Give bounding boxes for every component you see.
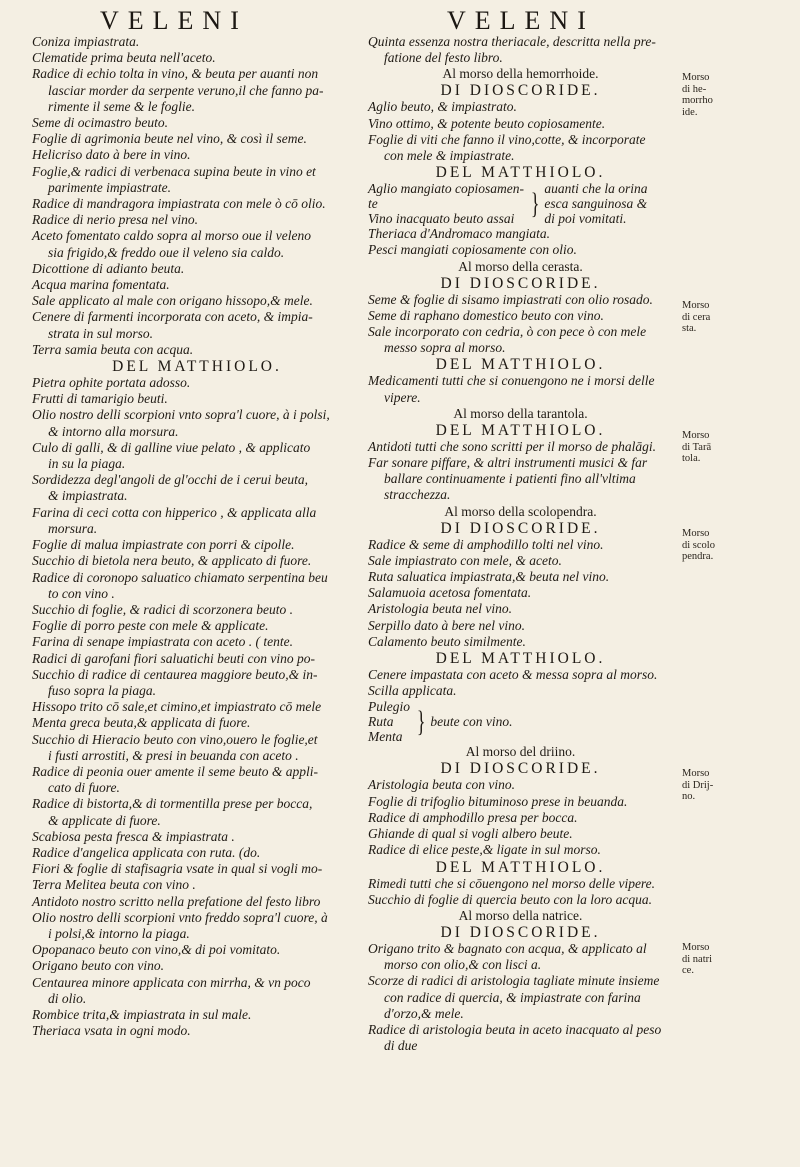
section-heading: DEL MATTHIOLO. — [435, 650, 606, 668]
margin-note-line: pendra. — [682, 551, 714, 562]
margin-note-line: di scolo — [682, 539, 715, 551]
margin-note-line: sta. — [682, 323, 697, 334]
text-line: & impiastrata. — [48, 488, 128, 504]
text-line: to con vino . — [48, 585, 115, 601]
margin-note-line: tola. — [682, 453, 701, 464]
text-line: rimente il seme & le foglie. — [48, 98, 195, 114]
section-heading: DEL MATTHIOLO. — [435, 421, 606, 439]
text-line: Salamuoia acetosa fomentata. — [368, 585, 532, 601]
text-line: Farina di ceci cotta con hipperico , & applicata alla — [32, 504, 317, 520]
text-line: i fusti arrostiti, & presi in beuanda con aceto . — [48, 747, 299, 763]
margin-note — [682, 430, 752, 465]
text-line: Theriaca d'Andromaco mangiata. — [368, 226, 550, 242]
margin-note-line: ide. — [682, 106, 698, 118]
text-line: Aglio beuto, & impiastrato. — [368, 99, 517, 115]
text-line: Olio nostro delli scorpioni vnto sopra'l cuore, à i polsi, — [32, 407, 330, 423]
text-line: Centaurea minore applicata con mirrha, & vn poco — [32, 974, 311, 990]
text-line: Radice di mandragora impiastrata con mele ò cō olio. — [32, 196, 326, 212]
text-line: Cenere di farmenti incorporata con aceto, & impia- — [32, 309, 313, 325]
text-line: Succhio di bietola nera beuto, & applicato di fuore. — [32, 553, 312, 569]
text-line: Foglie di trifoglio bituminoso prese in beuanda. — [368, 793, 628, 809]
margin-note — [682, 768, 752, 803]
text-line: Rombice trita,& impiastrata in sul male. — [32, 1006, 252, 1022]
text-line: Radice & seme di amphodillo tolti nel vino. — [368, 536, 604, 552]
brace-line: di poi vomitati. — [544, 211, 627, 227]
text-line: Antidoto nostro scritto nella prefatione del festo libro — [32, 893, 321, 909]
text-line: Acqua marina fomentata. — [32, 277, 170, 293]
text-line: Origano beuto con vino. — [32, 958, 164, 974]
text-line: Seme & foglie di sisamo impiastrati con olio rosado. — [368, 291, 653, 307]
brace-icon: { — [530, 186, 540, 220]
text-line: i polsi,& intorno la piaga. — [48, 925, 190, 941]
text-line: fatione del festo libro. — [384, 50, 503, 66]
text-line: Terra samia beuta con acqua. — [32, 341, 194, 357]
text-line: Pesci mangiati copiosamente con olio. — [368, 242, 577, 258]
text-line: Radice di aristologia beuta in aceto inacquato al peso — [368, 1021, 662, 1037]
text-line: Radice di nerio presa nel vino. — [32, 212, 198, 228]
text-line: Scilla applicata. — [368, 683, 457, 699]
subsection-title: Al morso della cerasta. — [458, 258, 583, 274]
margin-note-line: di natri — [682, 953, 713, 965]
text-line: Radice di elice peste,& ligate in sul morso. — [368, 842, 601, 858]
text-line: ballare continuamente i patienti fino all'vltima — [384, 471, 636, 487]
text-line: Menta greca beuta,& applicata di fuore. — [32, 715, 251, 731]
text-line: Origano trito & bagnato con acqua, & applicato al — [368, 940, 647, 956]
margin-note-line: Morso — [682, 768, 710, 779]
margin-note-line: di Tarā — [682, 441, 712, 453]
left-column — [32, 34, 362, 1039]
text-line: Farina di senape impiastrata con aceto . ( tente. — [32, 634, 293, 650]
margin-note-line: di Drij- — [682, 779, 714, 791]
text-line: Olio nostro delli scorpioni vnto freddo sopra'l cuore, à — [32, 909, 328, 925]
subsection-title: Al morso della natrice. — [458, 907, 583, 923]
text-line: Radice di echio tolta in vino, & beuta per auanti non — [32, 66, 319, 82]
section-heading: DI DIOSCORIDE. — [440, 274, 601, 292]
section-heading: DEL MATTHIOLO. — [112, 358, 282, 376]
text-line: Quinta essenza nostra theriacale, descritta nella pre- — [368, 34, 656, 49]
text-line: Ruta saluatica impiastrata,& beuta nel vino. — [368, 569, 610, 585]
text-line: vipere. — [384, 389, 421, 405]
text-line: sia frigido,& freddo oue il veleno sia caldo. — [48, 244, 285, 260]
brace-tail-text: beute con vino. — [430, 713, 513, 729]
text-line: Calamento beuto similmente. — [368, 633, 526, 649]
running-head-right: VELENI — [447, 6, 595, 35]
section-heading: DEL MATTHIOLO. — [435, 858, 606, 876]
brace-icon: { — [416, 704, 426, 738]
margin-note — [682, 528, 752, 563]
brace-line: te — [368, 196, 378, 212]
text-line: Serpillo dato à bere nel vino. — [368, 617, 525, 633]
text-line: morso con olio,& con lisci a. — [384, 957, 542, 973]
margin-note — [682, 300, 752, 335]
text-line: Radice di peonia ouer amente il seme beuto & appli- — [32, 763, 319, 779]
text-line: Cenere impastata con aceto & messa sopra al morso. — [368, 667, 658, 683]
text-line: Foglie di agrimonia beute nel vino, & così il seme. — [32, 131, 307, 147]
subsection-title: Al morso della scolopendra. — [444, 503, 597, 519]
text-line: Vino ottimo, & potente beuto copiosamente. — [368, 115, 606, 131]
subsection-title: Al morso della hemorrhoide. — [442, 66, 599, 82]
text-line: cato di fuore. — [48, 780, 120, 796]
text-line: morsura. — [48, 520, 98, 536]
text-line: Succhio di foglie di quercia beuto con la loro acqua. — [368, 891, 652, 907]
text-line: Theriaca vsata in ogni modo. — [32, 1023, 191, 1039]
margin-note — [682, 72, 752, 118]
margin-note-line: Morso — [682, 528, 710, 539]
text-line: d'orzo,& mele. — [384, 1005, 464, 1021]
text-line: Ghiande di qual si vogli albero beute. — [368, 826, 573, 842]
brace-group — [368, 699, 673, 744]
text-line: di due — [384, 1038, 418, 1054]
text-line: Sale incorporato con cedria, ò con pece ò con mele — [368, 324, 647, 340]
brace-group — [368, 181, 673, 226]
text-line: & applicate di fuore. — [48, 812, 161, 828]
text-line: Far sonare piffare, & altri instrumenti musici & far — [368, 455, 648, 471]
margin-note-line: di cera — [682, 311, 711, 323]
text-line: & intorno alla morsura. — [48, 423, 179, 439]
text-line: Frutti di tamarigio beuti. — [32, 391, 168, 407]
margin-note-line: Morso — [682, 430, 710, 441]
text-line: Aristologia beuta nel vino. — [368, 601, 512, 617]
text-line: Culo di galli, & di galline viue pelato , & applicato — [32, 439, 311, 455]
text-line: Sale applicato al male con origano hissopo,& mele. — [32, 293, 313, 309]
brace-line: auanti che la orina — [544, 181, 648, 197]
text-line: Seme di ocimastro beuto. — [32, 115, 168, 131]
text-line: con mele & impiastrate. — [384, 148, 515, 164]
text-line: messo sopra al morso. — [384, 340, 506, 356]
brace-right-items — [544, 181, 647, 226]
text-line: Radice d'angelica applicata con ruta. (do. — [32, 844, 261, 860]
text-line: Aceto fomentato caldo sopra al morso oue il veleno — [32, 228, 311, 244]
text-line: Pietra ophite portata adosso. — [32, 375, 191, 391]
margin-note-line: Morso — [682, 300, 710, 311]
text-line: Sordidezza degl'angoli de gl'occhi de i cerui beuta, — [32, 472, 308, 488]
text-line: in su la piaga. — [48, 456, 126, 472]
text-line: Radici di garofani fiori saluatichi beuti con vino po- — [32, 650, 315, 666]
text-line: strata in sul morso. — [48, 325, 154, 341]
section-heading: DI DIOSCORIDE. — [440, 760, 601, 778]
brace-line: Ruta — [368, 714, 394, 730]
text-line: con radice di quercia, & impiastrate con farina — [384, 989, 641, 1005]
text-line: Radice di bistorta,& di tormentilla prese per bocca, — [32, 796, 313, 812]
section-heading: DI DIOSCORIDE. — [440, 519, 601, 537]
brace-line: Pulegio — [368, 699, 410, 715]
text-line: lasciar morder da serpente veruno,il che fanno pa- — [48, 82, 324, 98]
margin-note-line: di he- — [682, 83, 707, 95]
margin-note-line: Morso — [682, 72, 710, 83]
brace-line: Vino inacquato beuto assai — [368, 211, 515, 227]
text-line: stracchezza. — [384, 487, 451, 503]
right-column — [368, 34, 673, 1054]
text-line: fuso sopra la piaga. — [48, 682, 157, 698]
section-heading: DI DIOSCORIDE. — [440, 923, 601, 941]
text-line: Coniza impiastrata. — [32, 34, 140, 49]
text-line: Scorze di radici di aristologia tagliate minute insieme — [368, 973, 660, 989]
text-line: Aristologia beuta con vino. — [368, 777, 515, 793]
brace-line: Aglio mangiato copiosamen- — [368, 181, 524, 197]
text-line: parimente impiastrate. — [48, 179, 171, 195]
running-head-left: VELENI — [100, 6, 248, 35]
text-line: Opopanaco beuto con vino,& di poi vomitato. — [32, 942, 281, 958]
text-line: Seme di raphano domestico beuto con vino. — [368, 307, 604, 323]
text-line: Antidoti tutti che sono scritti per il morso de phalāgi. — [368, 438, 656, 454]
text-line: Clematide prima beuta nell'aceto. — [32, 50, 216, 66]
brace-line: esca sanguinosa & — [544, 196, 648, 212]
text-line: Fiori & foglie di stafisagria vsate in qual si vogli mo- — [32, 861, 323, 877]
text-line: Foglie di porro peste con mele & applicate. — [32, 618, 269, 634]
text-line: Sale impiastrato con mele, & aceto. — [368, 552, 562, 568]
margin-note — [682, 942, 752, 977]
text-line: Radice di amphodillo presa per bocca. — [368, 809, 578, 825]
brace-left-items — [368, 699, 410, 744]
text-line: Foglie,& radici di verbenaca supina beute in vino et — [32, 163, 316, 179]
subsection-title: Al morso del driino. — [465, 744, 576, 760]
text-line: Dicottione di adianto beuta. — [32, 260, 185, 276]
text-line: Radice di coronopo saluatico chiamato serpentina beu — [32, 569, 328, 585]
section-heading: DEL MATTHIOLO. — [435, 356, 606, 374]
text-line: Helicriso dato à bere in vino. — [32, 147, 191, 163]
section-heading: DI DIOSCORIDE. — [440, 82, 601, 100]
margin-note-line: ce. — [682, 965, 694, 976]
text-line: Succhio di foglie, & radici di scorzonera beuto . — [32, 601, 293, 617]
text-line: Terra Melitea beuta con vino . — [32, 877, 196, 893]
text-line: Medicamenti tutti che si conuengono ne i morsi delle — [368, 373, 655, 389]
brace-left-items — [368, 181, 524, 226]
text-line: di olio. — [48, 990, 87, 1006]
brace-line: Menta — [368, 729, 403, 745]
margin-note-line: no. — [682, 791, 696, 802]
margin-note-line: morrho — [682, 95, 713, 106]
section-heading: DEL MATTHIOLO. — [435, 164, 606, 182]
text-line: Foglie di viti che fanno il vino,cotte, & incorporate — [368, 131, 646, 147]
text-line: Rimedi tutti che si cōuengono nel morso delle vipere. — [368, 875, 656, 891]
text-line: Scabiosa pesta fresca & impiastrata . — [32, 828, 235, 844]
subsection-title: Al morso della tarantola. — [453, 405, 588, 421]
margin-note-line: Morso — [682, 942, 710, 953]
text-line: Succhio di Hieracio beuto con vino,ouero le foglie,et — [32, 731, 318, 747]
text-line: Succhio di radice di centaurea maggiore beuto,& in- — [32, 666, 318, 682]
text-line: Foglie di malua impiastrate con porri & cipolle. — [32, 537, 295, 553]
text-line: Hissopo trito cō sale,et cimino,et impiastrato cō mele — [32, 699, 322, 715]
